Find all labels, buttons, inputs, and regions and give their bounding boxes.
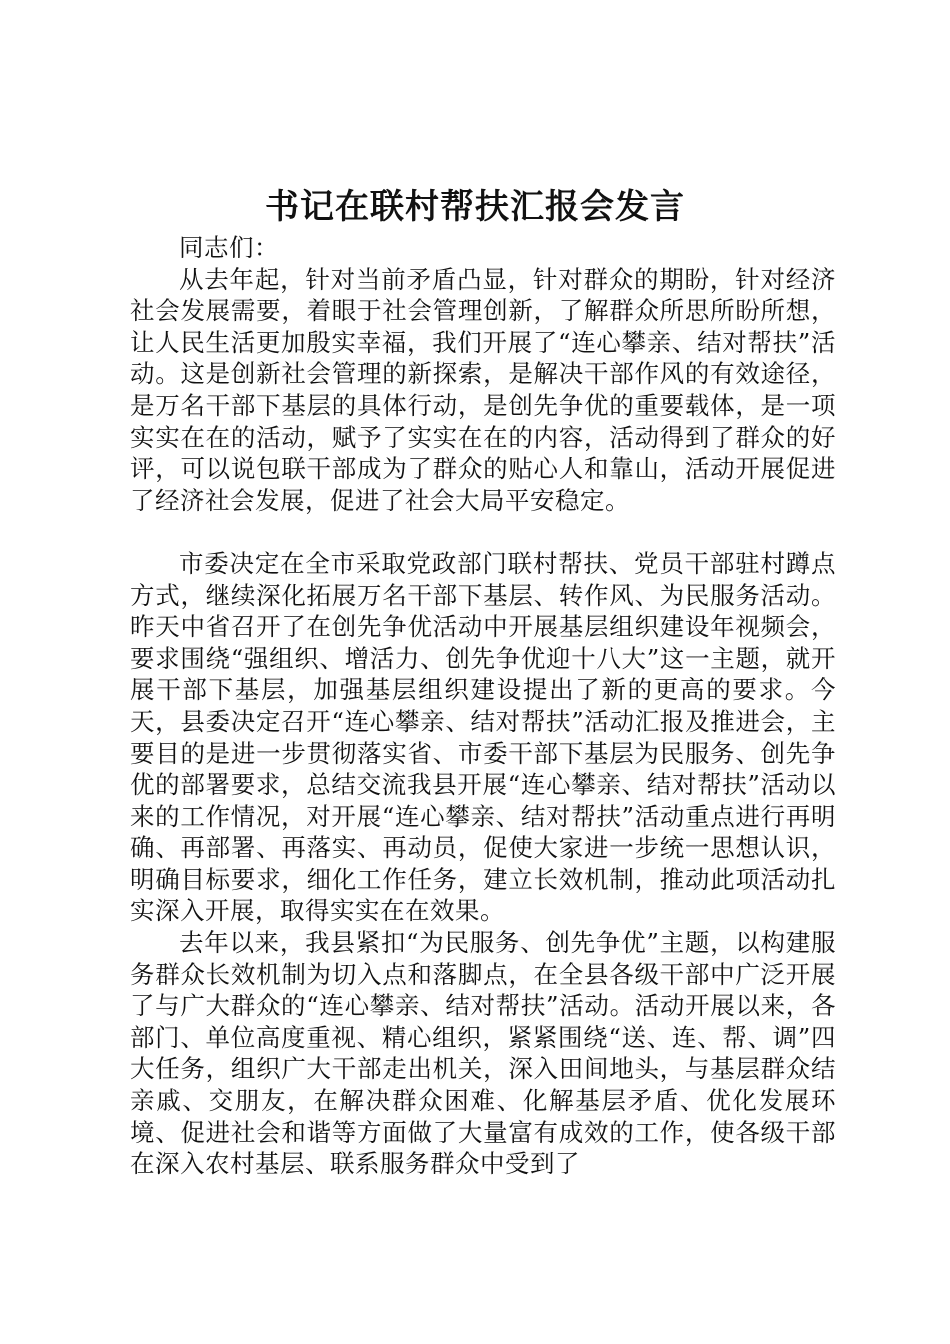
document-body xyxy=(130,232,836,1180)
paragraph-1: 从去年起，针对当前矛盾凸显，针对群众的期盼，针对经济社会发展需要，着眼于社会管理创新，了解群众所思所盼所想，让人民生活更加殷实幸福，我们开展了“连心攀亲、结对帮扶”活动。这是创新社会管理的新探索，是解决干部作风的有效途径，是万名干部下基层的具体行动，是创先争优的重要载体，是一项实实在在的活动，赋予了实实在在的内容，活动得到了群众的好评，可以说包联干部成为了群众的贴心人和靠山，活动开展促进了经济社会发展，促进了社会大局平安稳定。 xyxy=(130,264,836,515)
document-title: 书记在联村帮扶汇报会发言 xyxy=(265,187,685,227)
salutation: 同志们： xyxy=(179,233,279,262)
paragraph-2: 市委决定在全市采取党政部门联村帮扶、党员干部驻村蹲点方式，继续深化拓展万名干部下基层、转作风、为民服务活动。昨天中省召开了在创先争优活动中开展基层组织建设年视频会，要求围绕“强组织、增活力、创先争优迎十八大”这一主题，就开展干部下基层，加强基层组织建设提出了新的更高的要求。今天，县委决定召开“连心攀亲、结对帮扶”活动汇报及推进会，主要目的是进一步贯彻落实省、市委干部下基层为民服务、创先争优的部署要求，总结交流我县开展“连心攀亲、结对帮扶”活动以来的工作情况，对开展“连心攀亲、结对帮扶”活动重点进行再明确、再部署、再落实、再动员，促使大家进一步统一思想认识，明确目标要求，细化工作任务，建立长效机制，推动此项活动扎实深入开展，取得实实在在效果。 xyxy=(130,548,836,926)
paragraph-3: 去年以来，我县紧扣“为民服务、创先争优”主题，以构建服务群众长效机制为切入点和落脚点，在全县各级干部中广泛开展了与广大群众的“连心攀亲、结对帮扶”活动。活动开展以来，各部门、单位高度重视、精心组织，紧紧围绕“送、连、帮、调”四大任务，组织广大干部走出机关，深入田间地头，与基层群众结亲戚、交朋友，在解决群众困难、化解基层矛盾、优化发展环境、促进社会和谐等方面做了大量富有成效的工作，使各级干部在深入农村基层、联系服务群众中受到了 xyxy=(130,928,836,1179)
